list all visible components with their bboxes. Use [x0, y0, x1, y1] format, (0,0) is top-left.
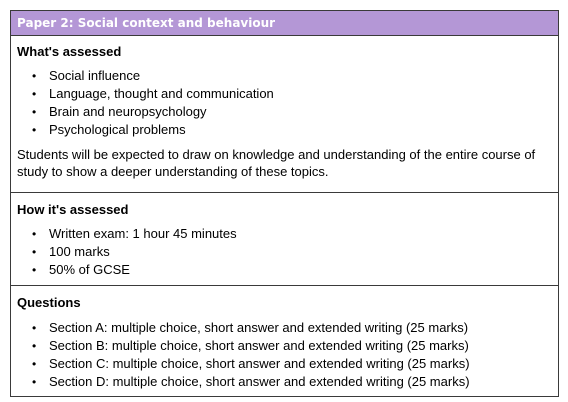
whats-assessed-section	[11, 36, 558, 193]
description-paragraph: Students will be expected to draw on knowledge and understanding of the entire course of study to show a deeper understanding of these topics.	[17, 147, 536, 179]
card-header	[11, 11, 558, 36]
list-item: • Section A: multiple choice, short answer and extended writing (25 marks)	[17, 319, 552, 337]
questions-section	[11, 286, 558, 396]
questions-list	[17, 319, 552, 391]
list-item: • 50% of GCSE	[17, 261, 552, 279]
assessment-list	[17, 225, 552, 279]
list-item: • Written exam: 1 hour 45 minutes	[17, 225, 552, 243]
list-item: • 100 marks	[17, 243, 552, 261]
topic-list	[17, 67, 552, 139]
list-item: • Psychological problems	[17, 121, 552, 139]
list-item: • Brain and neuropsychology	[17, 103, 552, 121]
list-item: • Section B: multiple choice, short answer and extended writing (25 marks)	[17, 337, 552, 355]
section-title: How it's assessed	[17, 202, 129, 217]
list-item: • Social influence	[17, 67, 552, 85]
paper-info-card	[10, 10, 559, 397]
section-title: Questions	[17, 295, 81, 310]
paper-title: Paper 2: Social context and behaviour	[17, 16, 276, 30]
list-item: • Section D: multiple choice, short answer and extended writing (25 marks)	[17, 373, 552, 391]
how-assessed-section	[11, 193, 558, 286]
list-item: • Section C: multiple choice, short answer and extended writing (25 marks)	[17, 355, 552, 373]
list-item: • Language, thought and communication	[17, 85, 552, 103]
section-title: What's assessed	[17, 44, 122, 59]
